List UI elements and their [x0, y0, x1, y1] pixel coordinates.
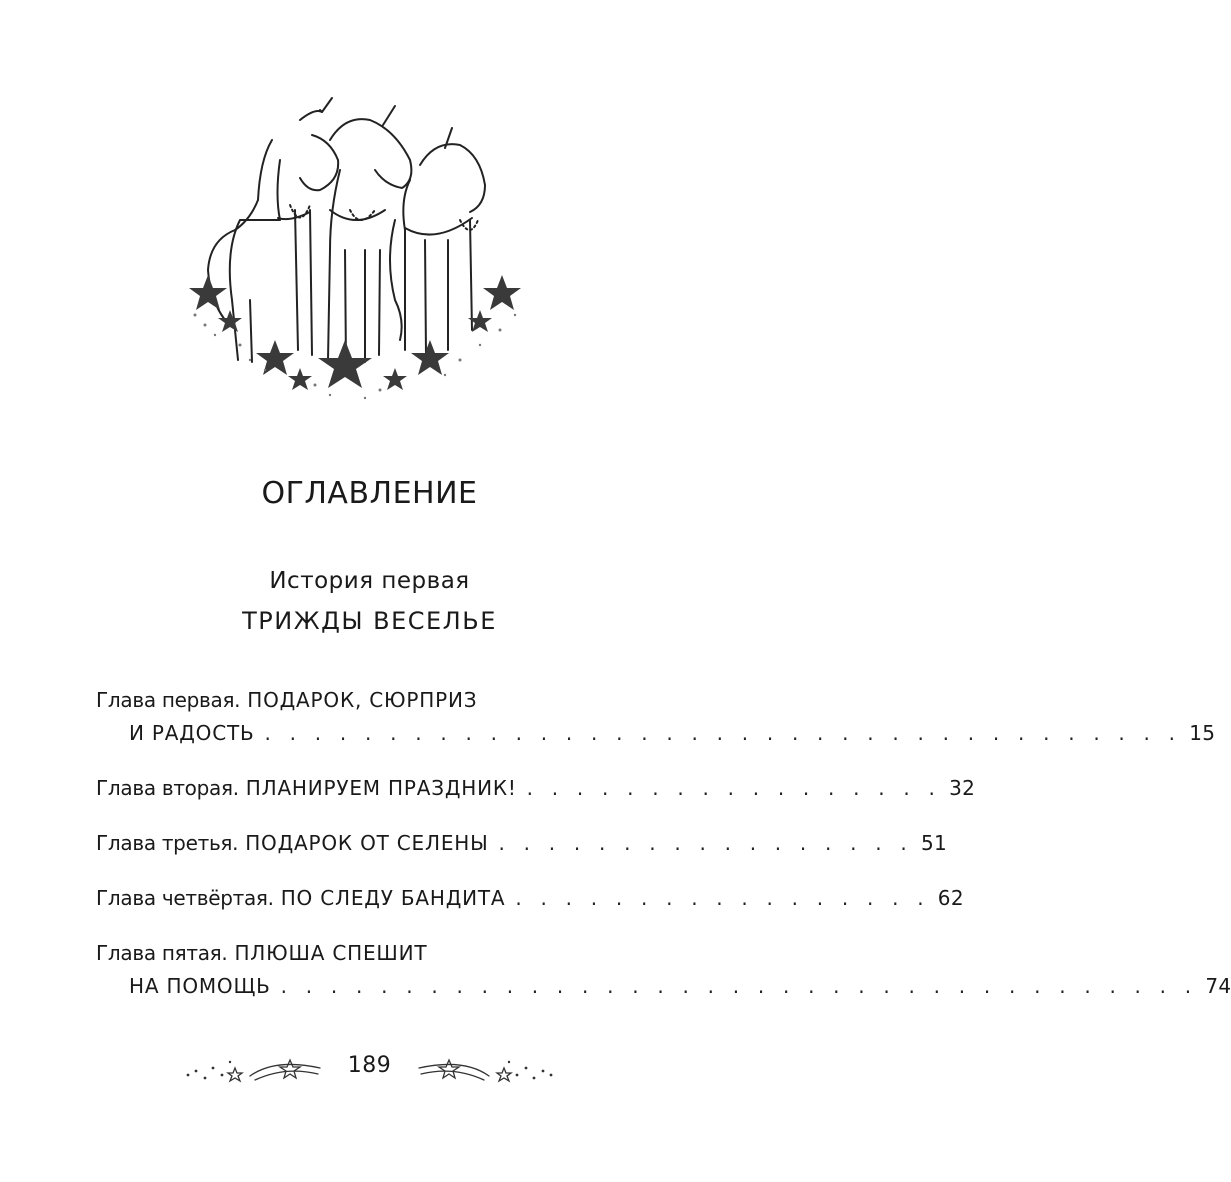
page-number: 74: [1205, 974, 1231, 998]
toc-entry[interactable]: [96, 827, 948, 860]
toc-entry[interactable]: [96, 937, 1231, 1003]
toc-entry[interactable]: [96, 882, 964, 915]
chapter-label: Глава вторая.: [96, 776, 239, 800]
chapter-title-continued: НА ПОМОЩЬ: [129, 974, 271, 998]
chapter-title-continued: И РАДОСТЬ: [129, 721, 255, 745]
dot-leader: . . . . . . . . . . . . . . . . .: [526, 776, 942, 800]
page-number: 32: [949, 776, 976, 800]
chapter-title: ПО СЛЕДУ БАНДИТА: [280, 886, 506, 910]
toc-entry[interactable]: [96, 772, 976, 805]
story-title: ТРИЖДЫ ВЕСЕЛЬЕ: [242, 607, 497, 635]
page-number: 15: [1189, 721, 1216, 745]
chapter-label: Глава четвёртая.: [96, 886, 274, 910]
chapter-label: Глава первая.: [96, 688, 241, 712]
three-unicorns-illustration: [180, 100, 530, 430]
contents-heading: ОГЛАВЛЕНИЕ: [261, 476, 478, 511]
chapter-title: ПОДАРОК ОТ СЕЛЕНЫ: [245, 831, 489, 855]
toc-entry[interactable]: [96, 684, 1216, 750]
dot-leader: . . . . . . . . . . . . . . . . . . . . . . . . . . . . . . . . . . . . .: [280, 974, 1198, 998]
page-number: 62: [937, 886, 964, 910]
page-number: 51: [920, 831, 948, 855]
dot-leader: . . . . . . . . . . . . . . . . .: [515, 886, 930, 910]
chapter-title: ПОДАРОК, СЮРПРИЗ: [247, 688, 478, 712]
dot-leader: . . . . . . . . . . . . . . . . .: [498, 831, 913, 855]
table-of-contents: [96, 684, 1231, 1003]
chapter-label: Глава третья.: [96, 831, 239, 855]
page-number-footer: 189: [347, 1053, 392, 1078]
chapter-title: ПЛЮША СПЕШИТ: [234, 941, 428, 965]
story-label: История первая: [269, 568, 470, 594]
chapter-label: Глава пятая.: [96, 941, 228, 965]
chapter-title: ПЛАНИРУЕМ ПРАЗДНИК!: [245, 776, 517, 800]
dot-leader: . . . . . . . . . . . . . . . . . . . . . . . . . . . . . . . . . . . . .: [264, 721, 1182, 745]
